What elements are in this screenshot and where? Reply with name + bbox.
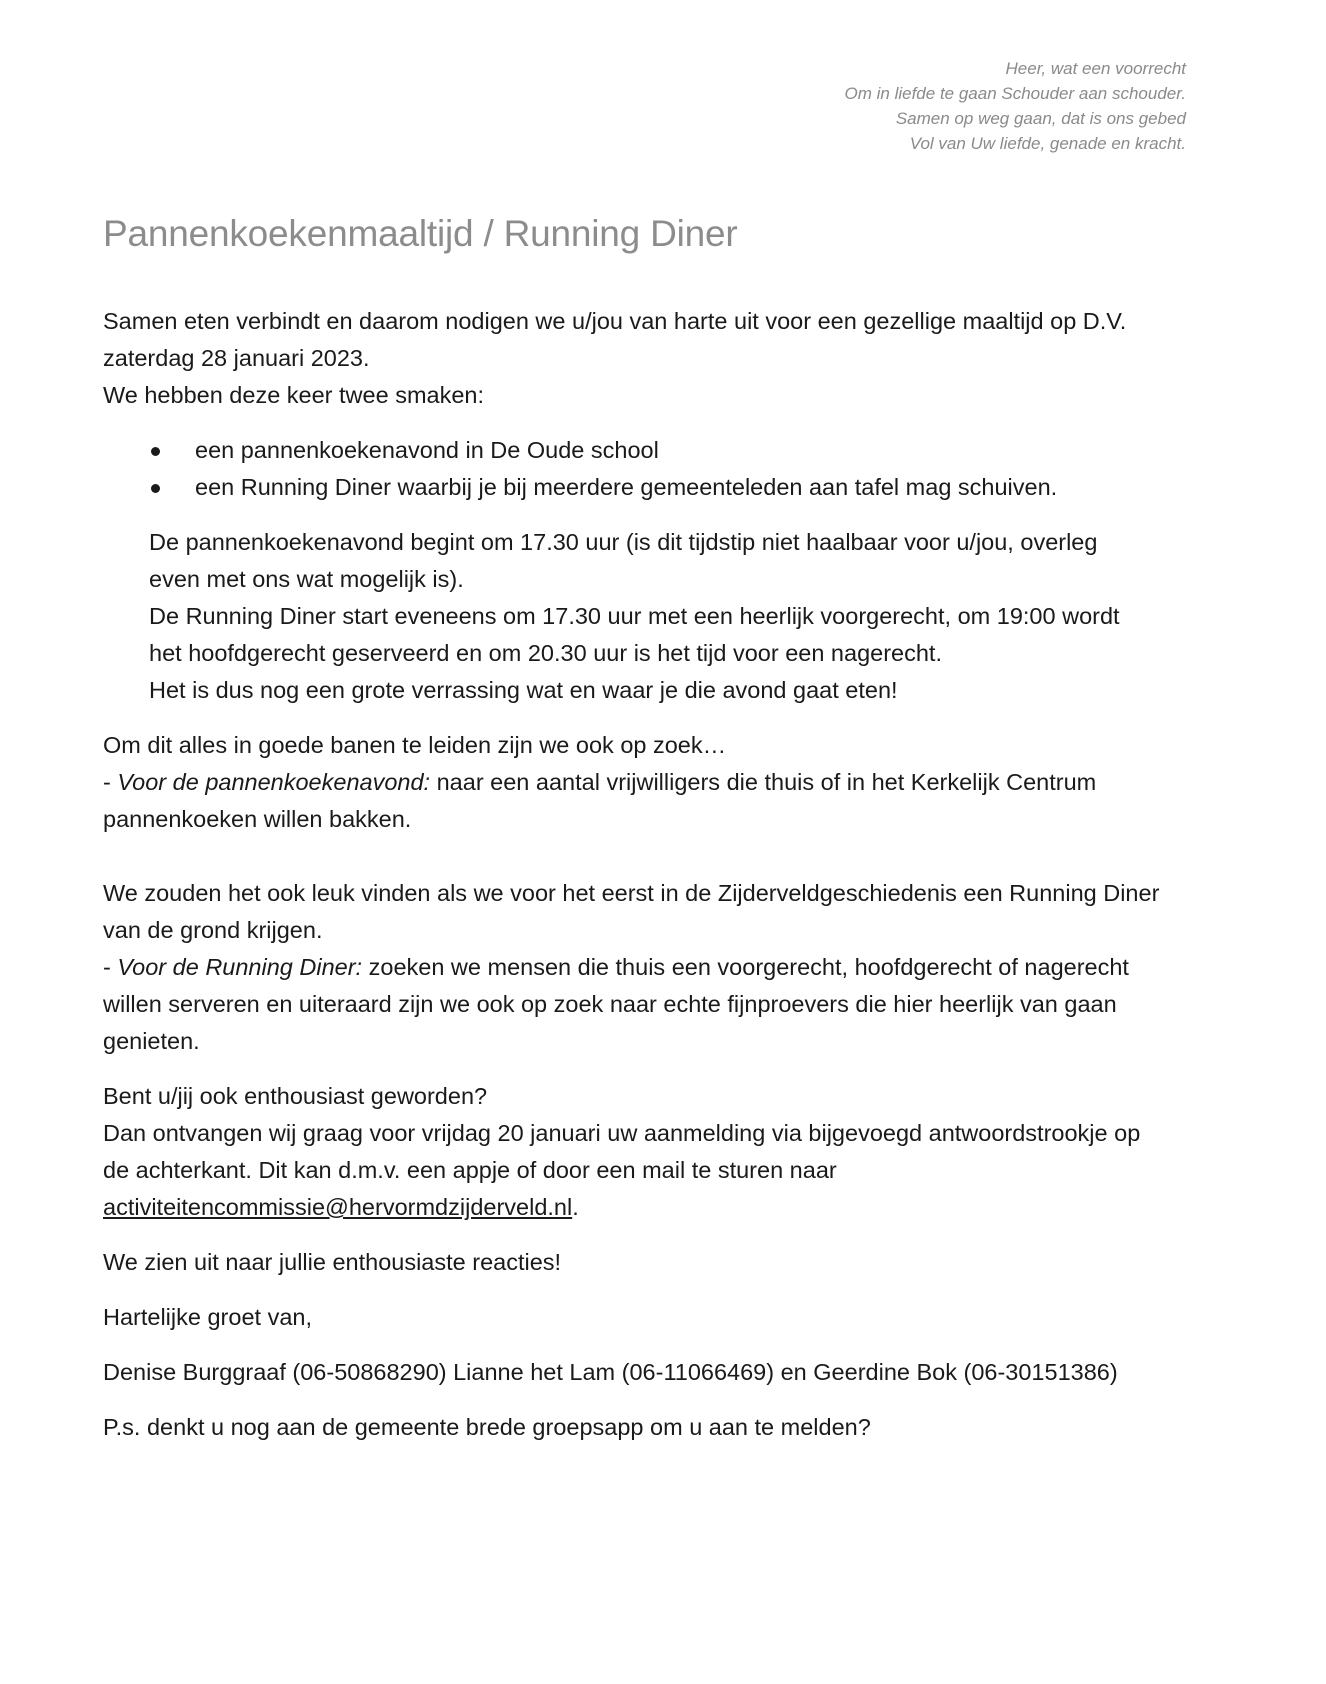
motto-line: Samen op weg gaan, dat is ons gebed [895,109,1186,128]
pancake-label: Voor de pannenkoekenavond: [117,769,431,795]
running-line: van de grond krijgen. [103,917,323,943]
letter-body [103,303,1263,1446]
signup-line: Bent u/jij ook enthousiast geworden? [103,1083,488,1109]
intro-line: zaterdag 28 januari 2023. [103,345,370,371]
bullet-icon [151,484,160,493]
signatories-text: Denise Burggraaf (06-50868290) Lianne het Lam (06-11066469) en Geerdine Bok (06-30151386) [103,1359,1118,1385]
signup-line: de achterkant. Dit kan d.m.v. een appje of door een mail te sturen naar [103,1157,837,1183]
details-line: even met ons wat mogelijk is). [149,566,464,592]
motto-verse [845,56,1186,156]
volunteers-line [103,764,1263,801]
email-suffix: . [572,1194,579,1220]
volunteers-paragraph [103,727,1263,838]
list-item-text: een Running Diner waarbij je bij meerdere gemeenteleden aan tafel mag schuiven. [195,474,1058,500]
pancake-text: naar een aantal vrijwilligers die thuis of in het Kerkelijk Centrum [430,769,1097,795]
details-line: Het is dus nog een grote verrassing wat en waar je die avond gaat eten! [149,677,898,703]
running-line: We zouden het ook leuk vinden als we voor het eerst in de Zijderveldgeschiedenis een Running Diner [103,880,1160,906]
document-title: Pannenkoekenmaaltijd / Running Diner [103,213,738,254]
volunteers-line: pannenkoeken willen bakken. [103,806,412,832]
intro-paragraph [103,303,1263,414]
motto-line: Vol van Uw liefde, genade en kracht. [909,134,1186,153]
list-item [103,469,1263,506]
details-line: De Running Diner start eveneens om 17.30 uur met een heerlijk voorgerecht, om 19:00 wordt [149,603,1120,629]
volunteers-line: Om dit alles in goede banen te leiden zijn we ook op zoek… [103,732,727,758]
dash: - [103,954,118,980]
running-line [103,949,1263,986]
motto-line: Heer, wat een voorrecht [1005,59,1186,78]
options-list [103,432,1263,506]
intro-line: We hebben deze keer twee smaken: [103,382,485,408]
running-text: zoeken we mensen die thuis een voorgerecht, hoofdgerecht of nagerecht [362,954,1129,980]
motto-line: Om in liefde te gaan Schouder aan schouder. [844,84,1186,103]
details-paragraph [103,524,1263,709]
details-line: De pannenkoekenavond begint om 17.30 uur (is dit tijdstip niet haalbaar voor u/jou, overleg [149,529,1098,555]
intro-line: Samen eten verbindt en daarom nodigen we u/jou van harte uit voor een gezellige maaltijd op D.V. [103,308,1127,334]
postscript-text: P.s. denkt u nog aan de gemeente brede groepsapp om u aan te melden? [103,1414,871,1440]
looking-forward-text: We zien uit naar jullie enthousiaste reacties! [103,1249,562,1275]
greeting-text: Hartelijke groet van, [103,1304,312,1330]
bullet-icon [151,447,160,456]
running-label: Voor de Running Diner: [117,954,363,980]
signup-line: Dan ontvangen wij graag voor vrijdag 20 januari uw aanmelding via bijgevoegd antwoordstrookje op [103,1120,1141,1146]
dash: - [103,769,118,795]
signup-paragraph [103,1078,1263,1226]
running-line: willen serveren en uiteraard zijn we ook op zoek naar echte fijnproevers die hier heerlijk van gaan [103,991,1117,1017]
running-diner-paragraph [103,875,1263,1060]
list-item-text: een pannenkoekenavond in De Oude school [195,437,659,463]
list-item [103,432,1263,469]
details-line: het hoofdgerecht geserveerd en om 20.30 uur is het tijd voor een nagerecht. [149,640,942,666]
signup-line [103,1189,1263,1226]
running-line: genieten. [103,1028,200,1054]
email-link[interactable]: activiteitencommissie@hervormdzijderveld.nl [103,1194,573,1220]
